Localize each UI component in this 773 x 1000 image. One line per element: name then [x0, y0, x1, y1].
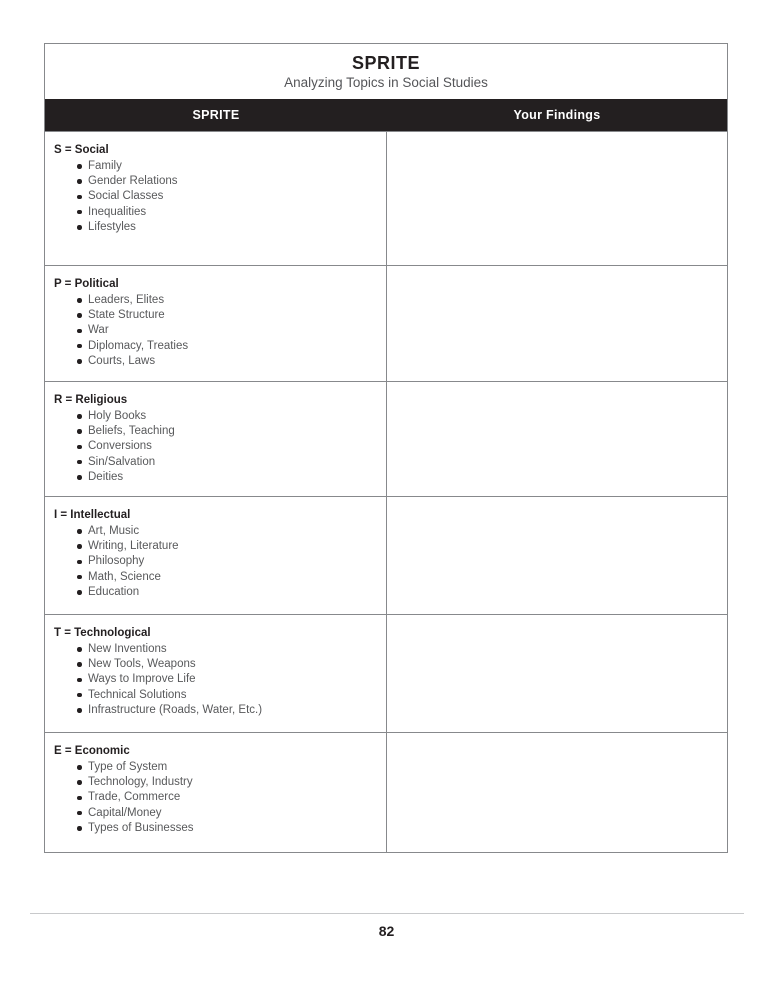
page-subtitle: Analyzing Topics in Social Studies — [284, 74, 488, 90]
list-item: Education — [77, 585, 378, 600]
section-item-list — [54, 293, 378, 369]
table-row-political — [45, 265, 727, 381]
list-item: New Tools, Weapons — [77, 657, 378, 672]
findings-cell-economic — [387, 733, 727, 852]
list-item: Writing, Literature — [77, 539, 378, 554]
section-title-intellectual: I = Intellectual — [54, 509, 131, 521]
sprite-cell-religious — [45, 382, 387, 496]
list-item: State Structure — [77, 308, 378, 323]
list-item: Deities — [77, 470, 378, 485]
list-item: Technical Solutions — [77, 688, 378, 703]
table-row-religious — [45, 381, 727, 496]
list-item: War — [77, 323, 378, 338]
section-item-list — [54, 524, 378, 600]
findings-cell-intellectual — [387, 497, 727, 614]
page-title: SPRITE — [351, 52, 420, 73]
list-item: Courts, Laws — [77, 354, 378, 369]
section-item-list — [54, 760, 378, 836]
title-block — [45, 44, 727, 99]
findings-cell-religious — [387, 382, 727, 496]
list-item: Technology, Industry — [77, 775, 378, 790]
list-item: Math, Science — [77, 570, 378, 585]
table-row-intellectual — [45, 496, 727, 614]
list-item: Conversions — [77, 439, 378, 454]
list-item: Holy Books — [77, 409, 378, 424]
table-row-economic — [45, 732, 727, 852]
list-item: Gender Relations — [77, 174, 378, 189]
page-number: 82 — [378, 923, 395, 939]
findings-cell-political — [387, 266, 727, 381]
sprite-cell-intellectual — [45, 497, 387, 614]
list-item: Family — [77, 159, 378, 174]
section-item-list — [54, 642, 378, 718]
sprite-worksheet-table — [44, 43, 728, 853]
list-item: Capital/Money — [77, 806, 378, 821]
sprite-cell-social — [45, 132, 387, 265]
list-item: Inequalities — [77, 205, 378, 220]
table-header-row — [45, 99, 727, 131]
section-title-technological: T = Technological — [54, 627, 151, 639]
findings-cell-technological — [387, 615, 727, 732]
footer-divider — [30, 913, 744, 914]
list-item: Leaders, Elites — [77, 293, 378, 308]
list-item: Type of System — [77, 760, 378, 775]
list-item: Types of Businesses — [77, 821, 378, 836]
table-row-technological — [45, 614, 727, 732]
section-title-religious: R = Religious — [54, 394, 128, 406]
table-row-social — [45, 131, 727, 265]
list-item: Sin/Salvation — [77, 455, 378, 470]
list-item: Social Classes — [77, 189, 378, 204]
section-title-economic: E = Economic — [54, 745, 130, 757]
column-header-your-findings: Your Findings — [513, 108, 601, 122]
list-item: Beliefs, Teaching — [77, 424, 378, 439]
list-item: Diplomacy, Treaties — [77, 339, 378, 354]
section-title-social: S = Social — [54, 144, 109, 156]
sprite-cell-technological — [45, 615, 387, 732]
sprite-cell-political — [45, 266, 387, 381]
section-title-political: P = Political — [54, 278, 119, 290]
list-item: Infrastructure (Roads, Water, Etc.) — [77, 703, 378, 718]
list-item: Art, Music — [77, 524, 378, 539]
sprite-cell-economic — [45, 733, 387, 852]
column-header-sprite: SPRITE — [192, 108, 240, 122]
list-item: Philosophy — [77, 554, 378, 569]
list-item: New Inventions — [77, 642, 378, 657]
findings-cell-social — [387, 132, 727, 265]
list-item: Lifestyles — [77, 220, 378, 235]
list-item: Trade, Commerce — [77, 790, 378, 805]
section-item-list — [54, 159, 378, 235]
list-item: Ways to Improve Life — [77, 672, 378, 687]
section-item-list — [54, 409, 378, 485]
